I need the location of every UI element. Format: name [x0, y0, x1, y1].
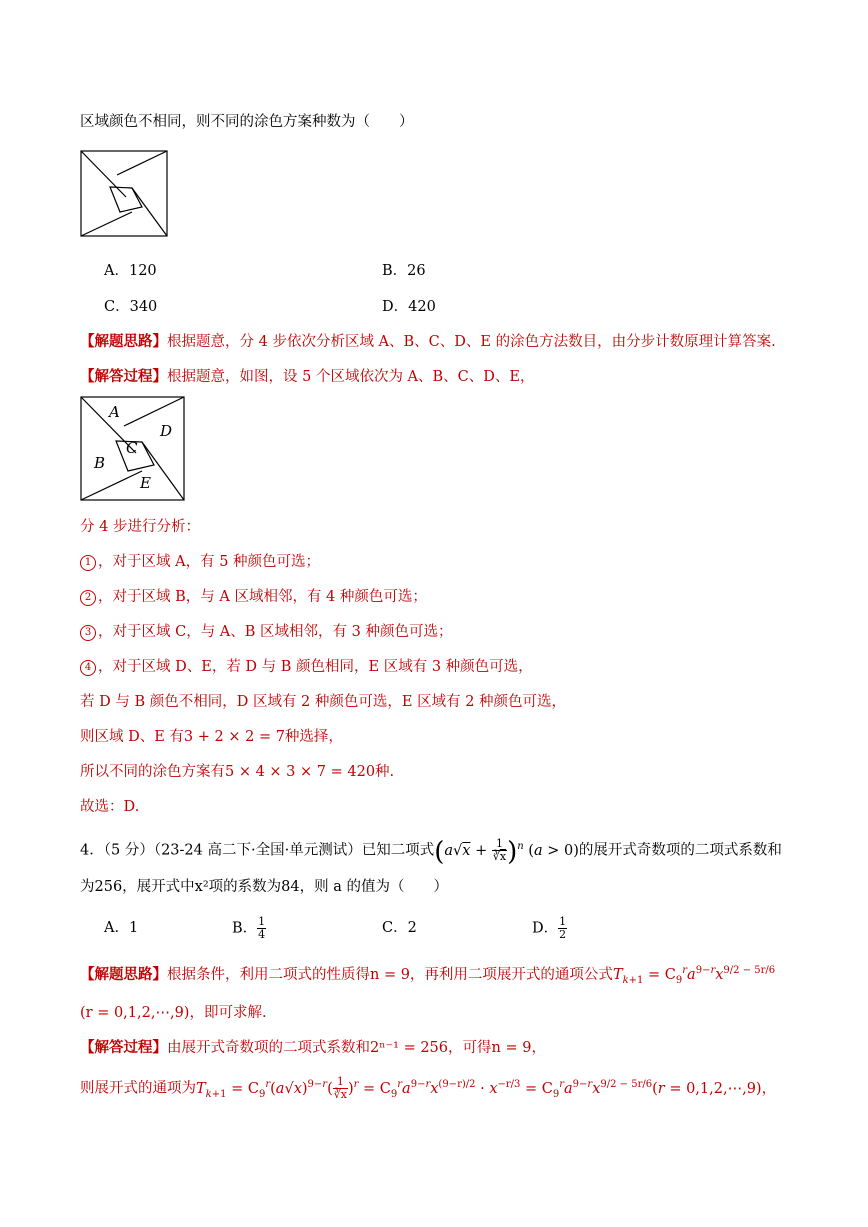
option-b: B．26	[382, 263, 426, 279]
q4-option-c: C．2	[382, 920, 417, 936]
q4-general-term: 则展开式的通项为$T_{k+1} = C_9^r(a√x)^{9-r}$( $\frac{1}{∛x}$ )$^r = C_9^ra^{9-r}x^{(9-r)/2} \cdot x^{-r/3} = C_9^ra^{9-r}x^{9/2 - 5r/6}(r$ = 0,1,2,⋯,9)，	[80, 1075, 777, 1101]
answer-line: 故选：D.	[80, 799, 140, 815]
figure-square-pinwheel	[80, 150, 169, 238]
question-4-stem: 4．（5 分）（23-24 高二下·全国·单元测试）已知二项式(a√x + $\frac{1}{∛\overline{x}}$ )$^n$ (a > 0)的展开式奇数项的二项式系数和	[80, 836, 782, 867]
option-d: D．420	[382, 299, 436, 315]
option-c: C．340	[104, 299, 158, 315]
q4-option-a: A．1	[104, 920, 139, 936]
binomial-expression: (a√x + $\frac{1}{∛\overline{x}}$ )$^n$ (a > 0)	[434, 836, 579, 867]
solution-process: 【解答过程】根据题意，如图，设 5 个区域依次为 A、B、C、D、E，	[80, 368, 535, 385]
region-de-count: 则区域 D、E 有3 + 2 × 2 = 7种选择，	[80, 729, 343, 745]
question-3-stem-tail: 区域颜色不相同，则不同的涂色方案种数为（ ）	[80, 114, 414, 130]
region-label-c: C	[126, 439, 138, 457]
figure-labeled-regions	[80, 396, 186, 502]
question-4-stem-line2: 为256，展开式中x²项的系数为84，则 a 的值为（ ）	[80, 879, 448, 895]
region-label-e: E	[140, 474, 151, 492]
total-count: 所以不同的涂色方案有5 × 4 × 3 × 7 = 420种.	[80, 764, 395, 780]
region-label-b: B	[94, 454, 106, 472]
step-4-case-2: 若 D 与 B 颜色不相同，D 区域有 2 种颜色可选，E 区域有 2 种颜色可选，	[80, 694, 567, 710]
solution-idea: 【解题思路】根据题意，分 4 步依次分析区域 A、B、C、D、E 的涂色方法数目，由分步计数原理计算答案.	[80, 333, 776, 350]
region-label-d: D	[160, 422, 173, 440]
step-1: 1 ，对于区域 A，有 5 种颜色可选；	[80, 552, 320, 572]
region-label-a: A	[109, 403, 120, 421]
step-3: 3 ，对于区域 C，与 A、B 区域相邻，有 3 种颜色可选；	[80, 622, 453, 642]
q4-solution-idea: 【解题思路】根据条件，利用二项式的性质得n = 9，再利用二项展开式的通项公式$T_{k+1} = C_9^ra^{9-r}x^{9/2 - 5r/6}$	[80, 965, 776, 986]
q4-solution-idea-line2: (r = 0,1,2,⋯,9)，即可求解.	[80, 1005, 267, 1021]
general-term-formula: $T_{k+1} = C_9^ra^{9-r}x^{9/2 - 5r/6}$	[612, 965, 776, 986]
general-term-derivation: $T_{k+1} = C_9^r(a√x)^{9-r}$( $\frac{1}{∛x}$ )$^r = C_9^ra^{9-r}x^{(9-r)/2} \cdot x^{-r/3} = C_9^ra^{9-r}x^{9/2 - 5r/6}(r$ = 0,1,2,⋯,9)，	[196, 1075, 777, 1101]
q4-option-d: D． $\frac{1}{2}$	[532, 915, 567, 941]
steps-intro: 分 4 步进行分析：	[80, 519, 200, 535]
q4-option-b: B． $\frac{1}{4}$	[232, 915, 266, 941]
q4-solution-process: 【解答过程】由展开式奇数项的二项式系数和2ⁿ⁻¹ = 256，可得n = 9，	[80, 1039, 546, 1056]
step-4: 4 ，对于区域 D、E，若 D 与 B 颜色相同，E 区域有 3 种颜色可选，	[80, 657, 533, 677]
option-a: A．120	[104, 263, 157, 279]
step-2: 2 ，对于区域 B，与 A 区域相邻，有 4 种颜色可选；	[80, 587, 427, 607]
